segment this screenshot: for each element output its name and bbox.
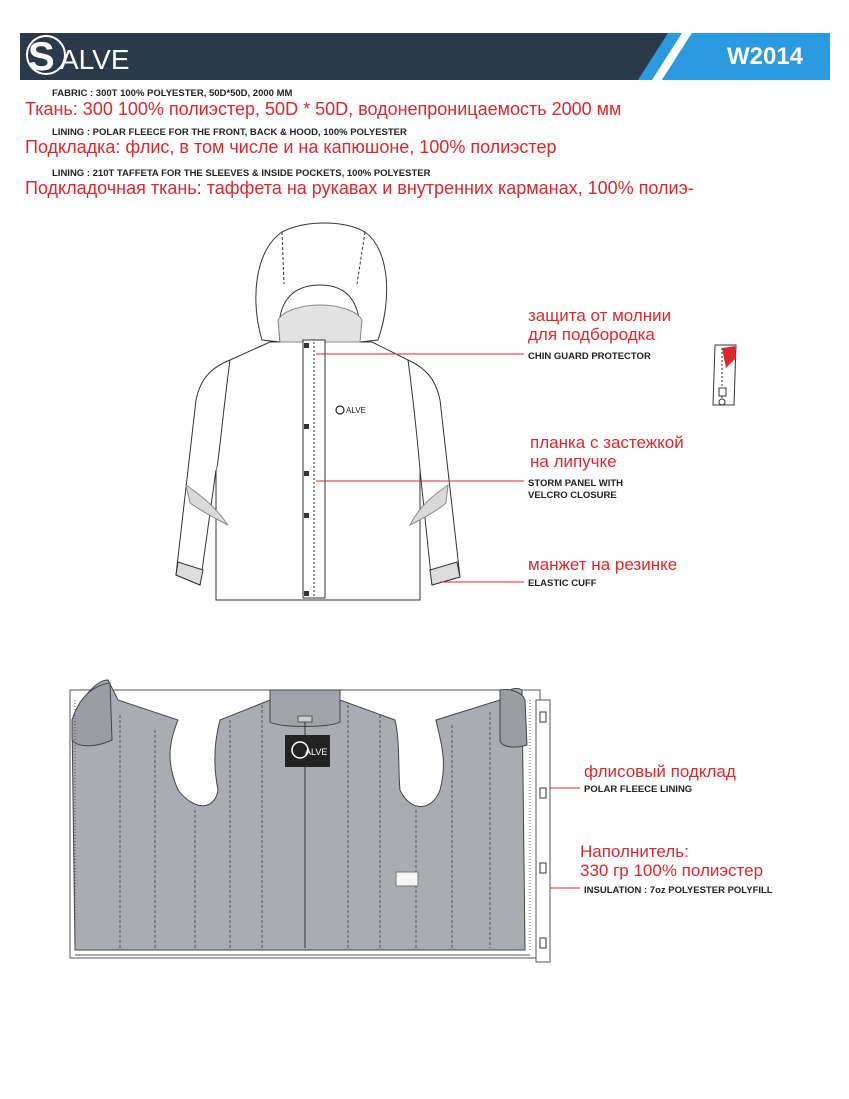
- svg-text:ALVE: ALVE: [305, 747, 328, 757]
- storm-panel-en-2: VELCRO CLOSURE: [528, 490, 617, 501]
- logo-letter: S: [28, 35, 55, 79]
- elastic-cuff-en: ELASTIC CUFF: [528, 578, 597, 589]
- storm-panel-ru-1: планка с застежкой: [530, 433, 684, 452]
- taffeta-spec-ru: Подкладочная ткань: таффета на рукавах и внутренних карманах, 100% полиэ-: [25, 178, 694, 198]
- zipper-detail-icon: [713, 345, 736, 405]
- taffeta-spec-en: LINING : 210T TAFFETA FOR THE SLEEVES & INSIDE POCKETS, 100% POLYESTER: [52, 168, 431, 179]
- elastic-cuff-ru: манжет на резинке: [528, 555, 678, 574]
- lining-spec-ru: Подкладка: флис, в том числе и на капюшоне, 100% полиэстер: [25, 137, 557, 157]
- fabric-spec-ru: Ткань: 300 100% полиэстер, 50D * 50D, водонепроницаемость 2000 мм: [25, 99, 622, 119]
- chin-guard-ru-2: для подбородка: [528, 325, 655, 344]
- jacket-lining-drawing: [70, 680, 550, 962]
- logo-text: ALVE: [60, 44, 130, 75]
- insulation-ru-2: 330 гр 100% полиэстер: [580, 861, 764, 880]
- chin-guard-en: CHIN GUARD PROTECTOR: [528, 351, 651, 362]
- storm-panel-en-1: STORM PANEL WITH: [528, 478, 623, 489]
- model-number: W2014: [726, 42, 804, 70]
- fleece-lining-ru: флисовый подклад: [584, 762, 736, 781]
- insulation-en: INSULATION : 7oz POLYESTER POLYFILL: [584, 885, 773, 896]
- lining-spec-en: LINING : POLAR FLEECE FOR THE FRONT, BACK & HOOD, 100% POLYESTER: [52, 127, 407, 138]
- fleece-lining-en: POLAR FLEECE LINING: [584, 784, 693, 795]
- fabric-spec-en: FABRIC : 300T 100% POLYESTER, 50D*50D, 2000 MM: [52, 88, 293, 99]
- svg-text:ALVE: ALVE: [346, 406, 366, 415]
- storm-panel-ru-2: на липучке: [530, 452, 617, 471]
- chin-guard-ru-1: защита от молнии: [528, 306, 672, 325]
- insulation-ru-1: Наполнитель:: [580, 842, 689, 861]
